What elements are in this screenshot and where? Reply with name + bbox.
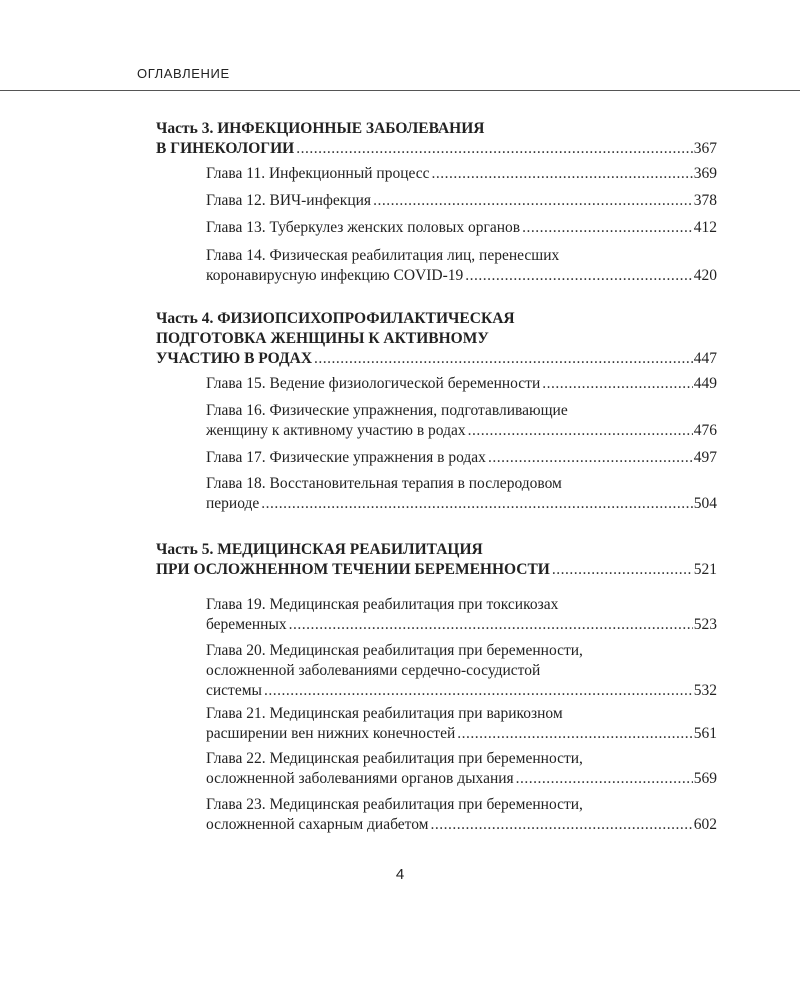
toc-entry-text: Глава 20. Медицинская реабилитация при беременности,	[206, 642, 583, 659]
dot-leader	[552, 560, 693, 580]
dot-leader	[314, 349, 693, 369]
toc-entry-text: Глава 17. Физические упражнения в родах	[206, 449, 486, 466]
toc-entry-text: Глава 22. Медицинская реабилитация при беременности,	[206, 750, 583, 767]
toc-entry-part-5[interactable]	[156, 540, 717, 580]
toc-page-number: 367	[693, 140, 717, 157]
toc-entry-text: Глава 13. Туберкулез женских половых органов	[206, 219, 521, 236]
toc-entry-chapter-11[interactable]	[206, 164, 717, 184]
toc-entry-chapter-20[interactable]	[206, 641, 717, 701]
toc-page-number: 561	[693, 725, 717, 742]
toc-entry-text: Глава 23. Медицинская реабилитация при беременности,	[206, 796, 583, 813]
toc-entry-chapter-15[interactable]	[206, 374, 717, 394]
toc-page-number: 378	[693, 192, 717, 209]
toc-entry-text: периоде	[206, 495, 260, 512]
toc-page-number: 569	[693, 770, 717, 787]
toc-entry-chapter-23[interactable]	[206, 795, 717, 835]
dot-leader	[432, 164, 693, 184]
page-number: 4	[395, 866, 405, 883]
dot-leader	[516, 769, 693, 789]
dot-leader	[430, 815, 692, 835]
toc-page-number: 420	[693, 267, 717, 284]
toc-entry-chapter-13[interactable]	[206, 218, 717, 238]
toc-entry-text: Глава 16. Физические упражнения, подготавливающие	[206, 402, 568, 419]
toc-entry-text: осложненной заболеваниями сердечно-сосудистой	[206, 662, 541, 679]
dot-leader	[542, 374, 693, 394]
dot-leader	[522, 218, 693, 238]
toc-entry-text: беременных	[206, 616, 287, 633]
dot-leader	[465, 266, 692, 286]
toc-page-number: 369	[693, 165, 717, 182]
toc-page-number: 412	[693, 219, 717, 236]
dot-leader	[264, 681, 693, 701]
toc-page-number: 504	[693, 495, 717, 512]
toc-entry-text: ПРИ ОСЛОЖНЕННОМ ТЕЧЕНИИ БЕРЕМЕННОСТИ	[156, 561, 550, 578]
toc-entry-chapter-14[interactable]	[206, 246, 717, 286]
toc-page-number: 449	[693, 375, 717, 392]
toc-page-number: 602	[693, 816, 717, 833]
toc-entry-text: женщину к активному участию в родах	[206, 422, 466, 439]
toc-entry-text: Глава 19. Медицинская реабилитация при токсикозах	[206, 596, 559, 613]
toc-entry-chapter-19[interactable]	[206, 595, 717, 635]
toc-entry-text: Глава 21. Медицинская реабилитация при варикозном	[206, 705, 563, 722]
running-header: ОГЛАВЛЕНИЕ	[137, 66, 230, 81]
toc-entry-text: системы	[206, 682, 262, 699]
toc-page-number: 497	[693, 449, 717, 466]
toc-entry-text: Глава 18. Восстановительная терапия в послеродовом	[206, 475, 562, 492]
toc-entry-chapter-16[interactable]	[206, 401, 717, 441]
toc-page-number: 532	[693, 682, 717, 699]
toc-entry-text: ПОДГОТОВКА ЖЕНЩИНЫ К АКТИВНОМУ	[156, 330, 489, 347]
dot-leader	[261, 494, 692, 514]
toc-entry-text: Часть 3. ИНФЕКЦИОННЫЕ ЗАБОЛЕВАНИЯ	[156, 120, 485, 137]
toc-entry-text: Глава 15. Ведение физиологической беременности	[206, 375, 541, 392]
toc-entry-chapter-17[interactable]	[206, 448, 717, 468]
toc-entry-chapter-22[interactable]	[206, 749, 717, 789]
toc-entry-text: Глава 12. ВИЧ-инфекция	[206, 192, 372, 209]
toc-entry-chapter-21[interactable]	[206, 704, 717, 744]
toc-entry-chapter-18[interactable]	[206, 474, 717, 514]
toc-entry-text: осложненной сахарным диабетом	[206, 816, 429, 833]
toc-entry-text: коронавирусную инфекцию COVID-19	[206, 267, 464, 284]
toc-entry-text: расширении вен нижних конечностей	[206, 725, 456, 742]
toc-entry-part-4[interactable]	[156, 309, 717, 369]
toc-entry-text: Часть 5. МЕДИЦИНСКАЯ РЕАБИЛИТАЦИЯ	[156, 541, 483, 558]
toc-page-number: 476	[693, 422, 717, 439]
toc-page-number: 523	[693, 616, 717, 633]
toc-entry-text: осложненной заболеваниями органов дыхания	[206, 770, 514, 787]
toc-page-number: 447	[693, 350, 717, 367]
dot-leader	[296, 139, 693, 159]
dot-leader	[457, 724, 692, 744]
toc-entry-text: Часть 4. ФИЗИОПСИХОПРОФИЛАКТИЧЕСКАЯ	[156, 310, 515, 327]
toc-entry-text: УЧАСТИЮ В РОДАХ	[156, 350, 313, 367]
toc-entry-text: В ГИНЕКОЛОГИИ	[156, 140, 295, 157]
toc-page-number: 521	[693, 561, 717, 578]
toc-entry-text: Глава 11. Инфекционный процесс	[206, 165, 430, 182]
dot-leader	[488, 448, 693, 468]
dot-leader	[289, 615, 693, 635]
toc-entry-part-3[interactable]	[156, 119, 717, 159]
header-rule	[0, 90, 800, 91]
toc-entry-text: Глава 14. Физическая реабилитация лиц, перенесших	[206, 247, 560, 264]
toc-entry-chapter-12[interactable]	[206, 191, 717, 211]
dot-leader	[468, 421, 693, 441]
dot-leader	[373, 191, 693, 211]
